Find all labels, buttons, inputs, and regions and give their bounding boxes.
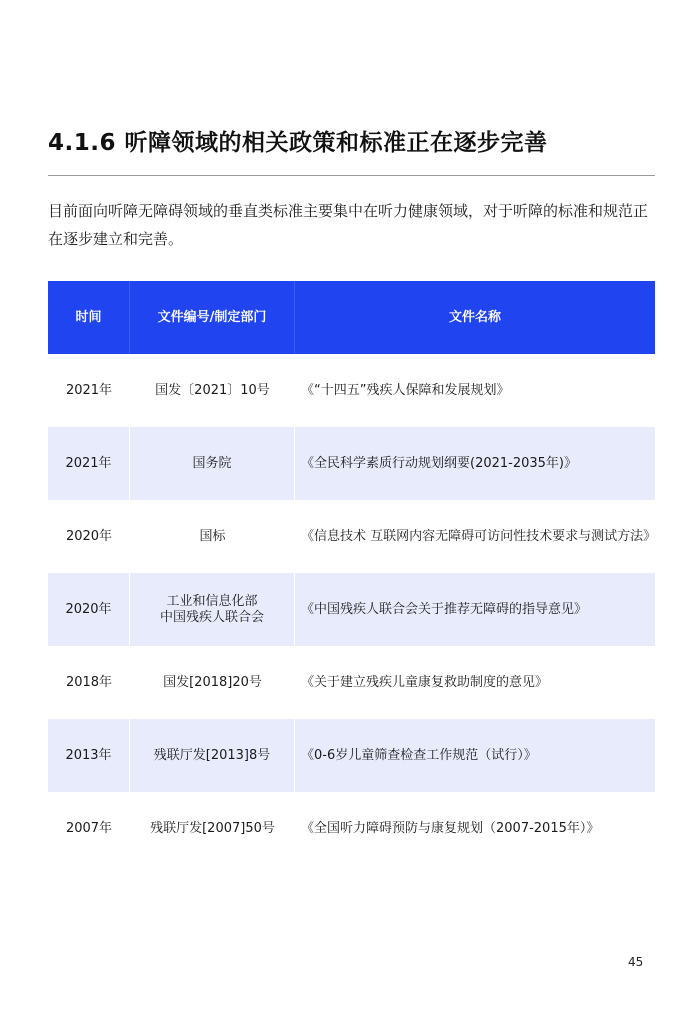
intro-paragraph: 目前面向听障无障碍领域的垂直类标准主要集中在听力健康领域，对于听障的标准和规范正在逐步建立和完善。	[48, 202, 649, 248]
cell-doc-no-line: 中国残疾人联合会	[159, 609, 264, 625]
policy-table	[48, 281, 655, 865]
divider	[48, 175, 655, 176]
cell-time: 2020年	[65, 528, 113, 544]
table-row	[48, 646, 655, 719]
header-doc-no: 文件编号/制定部门	[130, 281, 295, 354]
cell-time: 2013年	[48, 719, 130, 792]
cell-doc-name: 《0-6岁儿童筛查检查工作规范（试行）》	[301, 747, 537, 763]
cell-doc-name: 《“十四五”残疾人保障和发展规划》	[301, 382, 510, 398]
cell-time: 2007年	[65, 820, 113, 836]
table-row	[48, 573, 655, 646]
table-row	[48, 792, 655, 865]
table-header-row	[48, 281, 655, 354]
cell-doc-name: 《关于建立残疾儿童康复救助制度的意见》	[301, 674, 549, 690]
header-time: 时间	[48, 281, 130, 354]
table-row	[48, 719, 655, 792]
cell-doc-no: 国发[2018]20号	[163, 674, 262, 690]
cell-doc-name: 《信息技术 互联网内容无障碍可访问性技术要求与测试方法》	[301, 528, 657, 544]
cell-time: 2021年	[65, 382, 113, 398]
page-number: 45	[628, 955, 644, 969]
cell-doc-name: 《全国听力障碍预防与康复规划（2007-2015年）》	[301, 820, 600, 836]
cell-doc-name: 《全民科学素质行动规划纲要(2021-2035年)》	[301, 455, 578, 471]
cell-doc-name: 《中国残疾人联合会关于推荐无障碍的指导意见》	[301, 601, 588, 617]
cell-doc-no: 国发〔2021〕10号	[155, 382, 270, 398]
table-row	[48, 354, 655, 427]
cell-time: 2021年	[48, 427, 130, 500]
section-heading: 4.1.6 听障领域的相关政策和标准正在逐步完善	[48, 130, 548, 156]
table-row	[48, 500, 655, 573]
cell-doc-no: 残联厅发[2007]50号	[150, 820, 275, 836]
header-doc-name: 文件名称	[448, 309, 501, 325]
cell-doc-no: 国标	[199, 528, 226, 544]
cell-time: 2020年	[48, 573, 130, 646]
cell-doc-no: 残联厅发[2013]8号	[130, 719, 295, 792]
cell-doc-no-line: 工业和信息化部	[166, 593, 258, 609]
cell-doc-no: 国务院	[130, 427, 295, 500]
cell-time: 2018年	[65, 674, 113, 690]
table-row	[48, 427, 655, 500]
cell-doc-no	[130, 573, 295, 646]
